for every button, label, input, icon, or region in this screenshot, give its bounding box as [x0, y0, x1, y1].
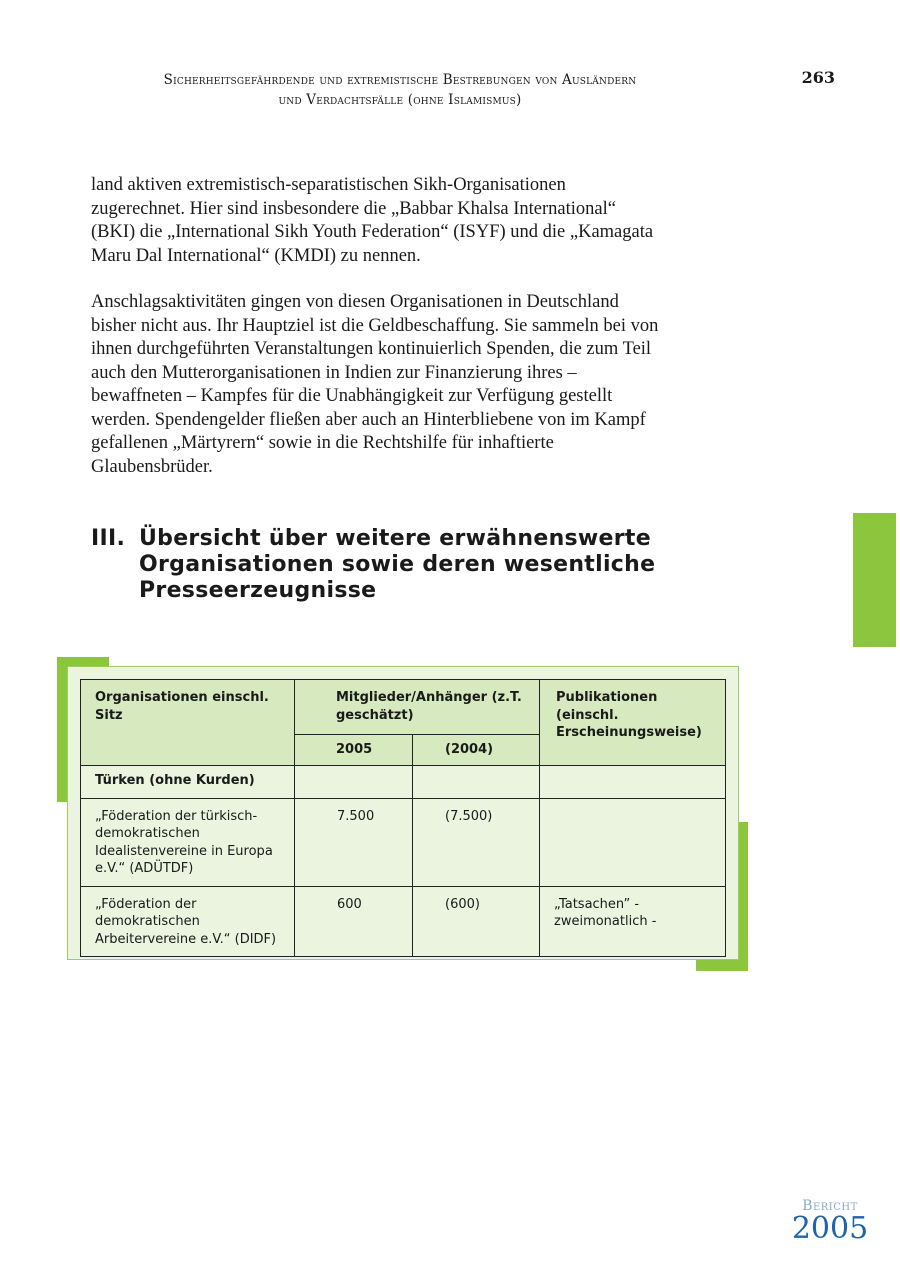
- organisations-table: [80, 679, 726, 957]
- cell-members-2005: 7.500: [295, 798, 413, 886]
- running-head-line2: und Verdachtsfälle (ohne Islamismus): [278, 92, 522, 108]
- body-paragraph-2: Anschlagsaktivitäten gingen von diesen Organisationen in Deutschland bisher nicht aus. Ihr Hauptziel ist die Geldbeschaffung. Sie sammeln bei von ihnen durchgeführten Veranstaltungen kontinuierlich Spenden, die zum Teil auch den Mutterorganisationen in Indien zur Finanzierung ihres – bewaffneten – Kampfes für die Unabhängigkeit zur Verfügung gestellt werden. Spendengelder fließen aber auch an Hinterbliebene von im Kampf gefallenen „Märtyrern“ sowie in die Rechtshilfe für inhaftierte Glaubensbrüder.: [91, 292, 659, 477]
- cell-organisation: „Föderation der türkisch-demokratischen Idealistenvereine in Europa e.V.“ (ADÜTDF): [81, 798, 295, 886]
- running-head: [80, 70, 720, 110]
- body-paragraph-1: land aktiven extremistisch-separatistischen Sikh-Organisationen zugerechnet. Hier sind insbesondere die „Babbar Khalsa International“ (BKI) die „International Sikh Youth Federation“ (ISYF) und die „Kamagata Maru Dal International“ (KMDI) zu nennen.: [91, 175, 654, 266]
- header-organisations: Organisationen einschl. Sitz: [81, 680, 295, 766]
- cell-organisation: „Föderation der demokratischen Arbeitervereine e.V.“ (DIDF): [81, 886, 295, 957]
- cell-members-2004: (7.500): [413, 798, 540, 886]
- section-number: III.: [91, 526, 126, 551]
- cell-members-2004: (600): [413, 886, 540, 957]
- table-group-label: Türken (ohne Kurden): [81, 766, 295, 799]
- chapter-side-tab: [853, 513, 896, 647]
- section-title: Übersicht über weitere erwähnenswerte Organisationen sowie deren wesentliche Presseerzeugnisse: [139, 526, 656, 603]
- report-logo: [790, 1198, 870, 1244]
- header-year-2004: (2004): [413, 735, 540, 766]
- table-row: [81, 798, 726, 886]
- header-publications: Publikationen (einschl. Erscheinungsweise): [540, 680, 726, 766]
- page-number: 263: [801, 68, 835, 87]
- table-row: [81, 886, 726, 957]
- cell-publication: „Tatsachen” - zweimonatlich -: [540, 886, 726, 957]
- cell-members-2005: 600: [295, 886, 413, 957]
- cell-publication: [540, 798, 726, 886]
- report-logo-year: 2005: [791, 1211, 869, 1246]
- header-members: Mitglieder/Anhänger (z.T. geschätzt): [295, 680, 540, 735]
- running-head-line1: Sicherheitsgefährdende und extremistische Bestrebungen von Ausländern: [163, 72, 637, 88]
- report-logo-word: Bericht: [802, 1198, 858, 1214]
- header-year-2005: 2005: [295, 735, 413, 766]
